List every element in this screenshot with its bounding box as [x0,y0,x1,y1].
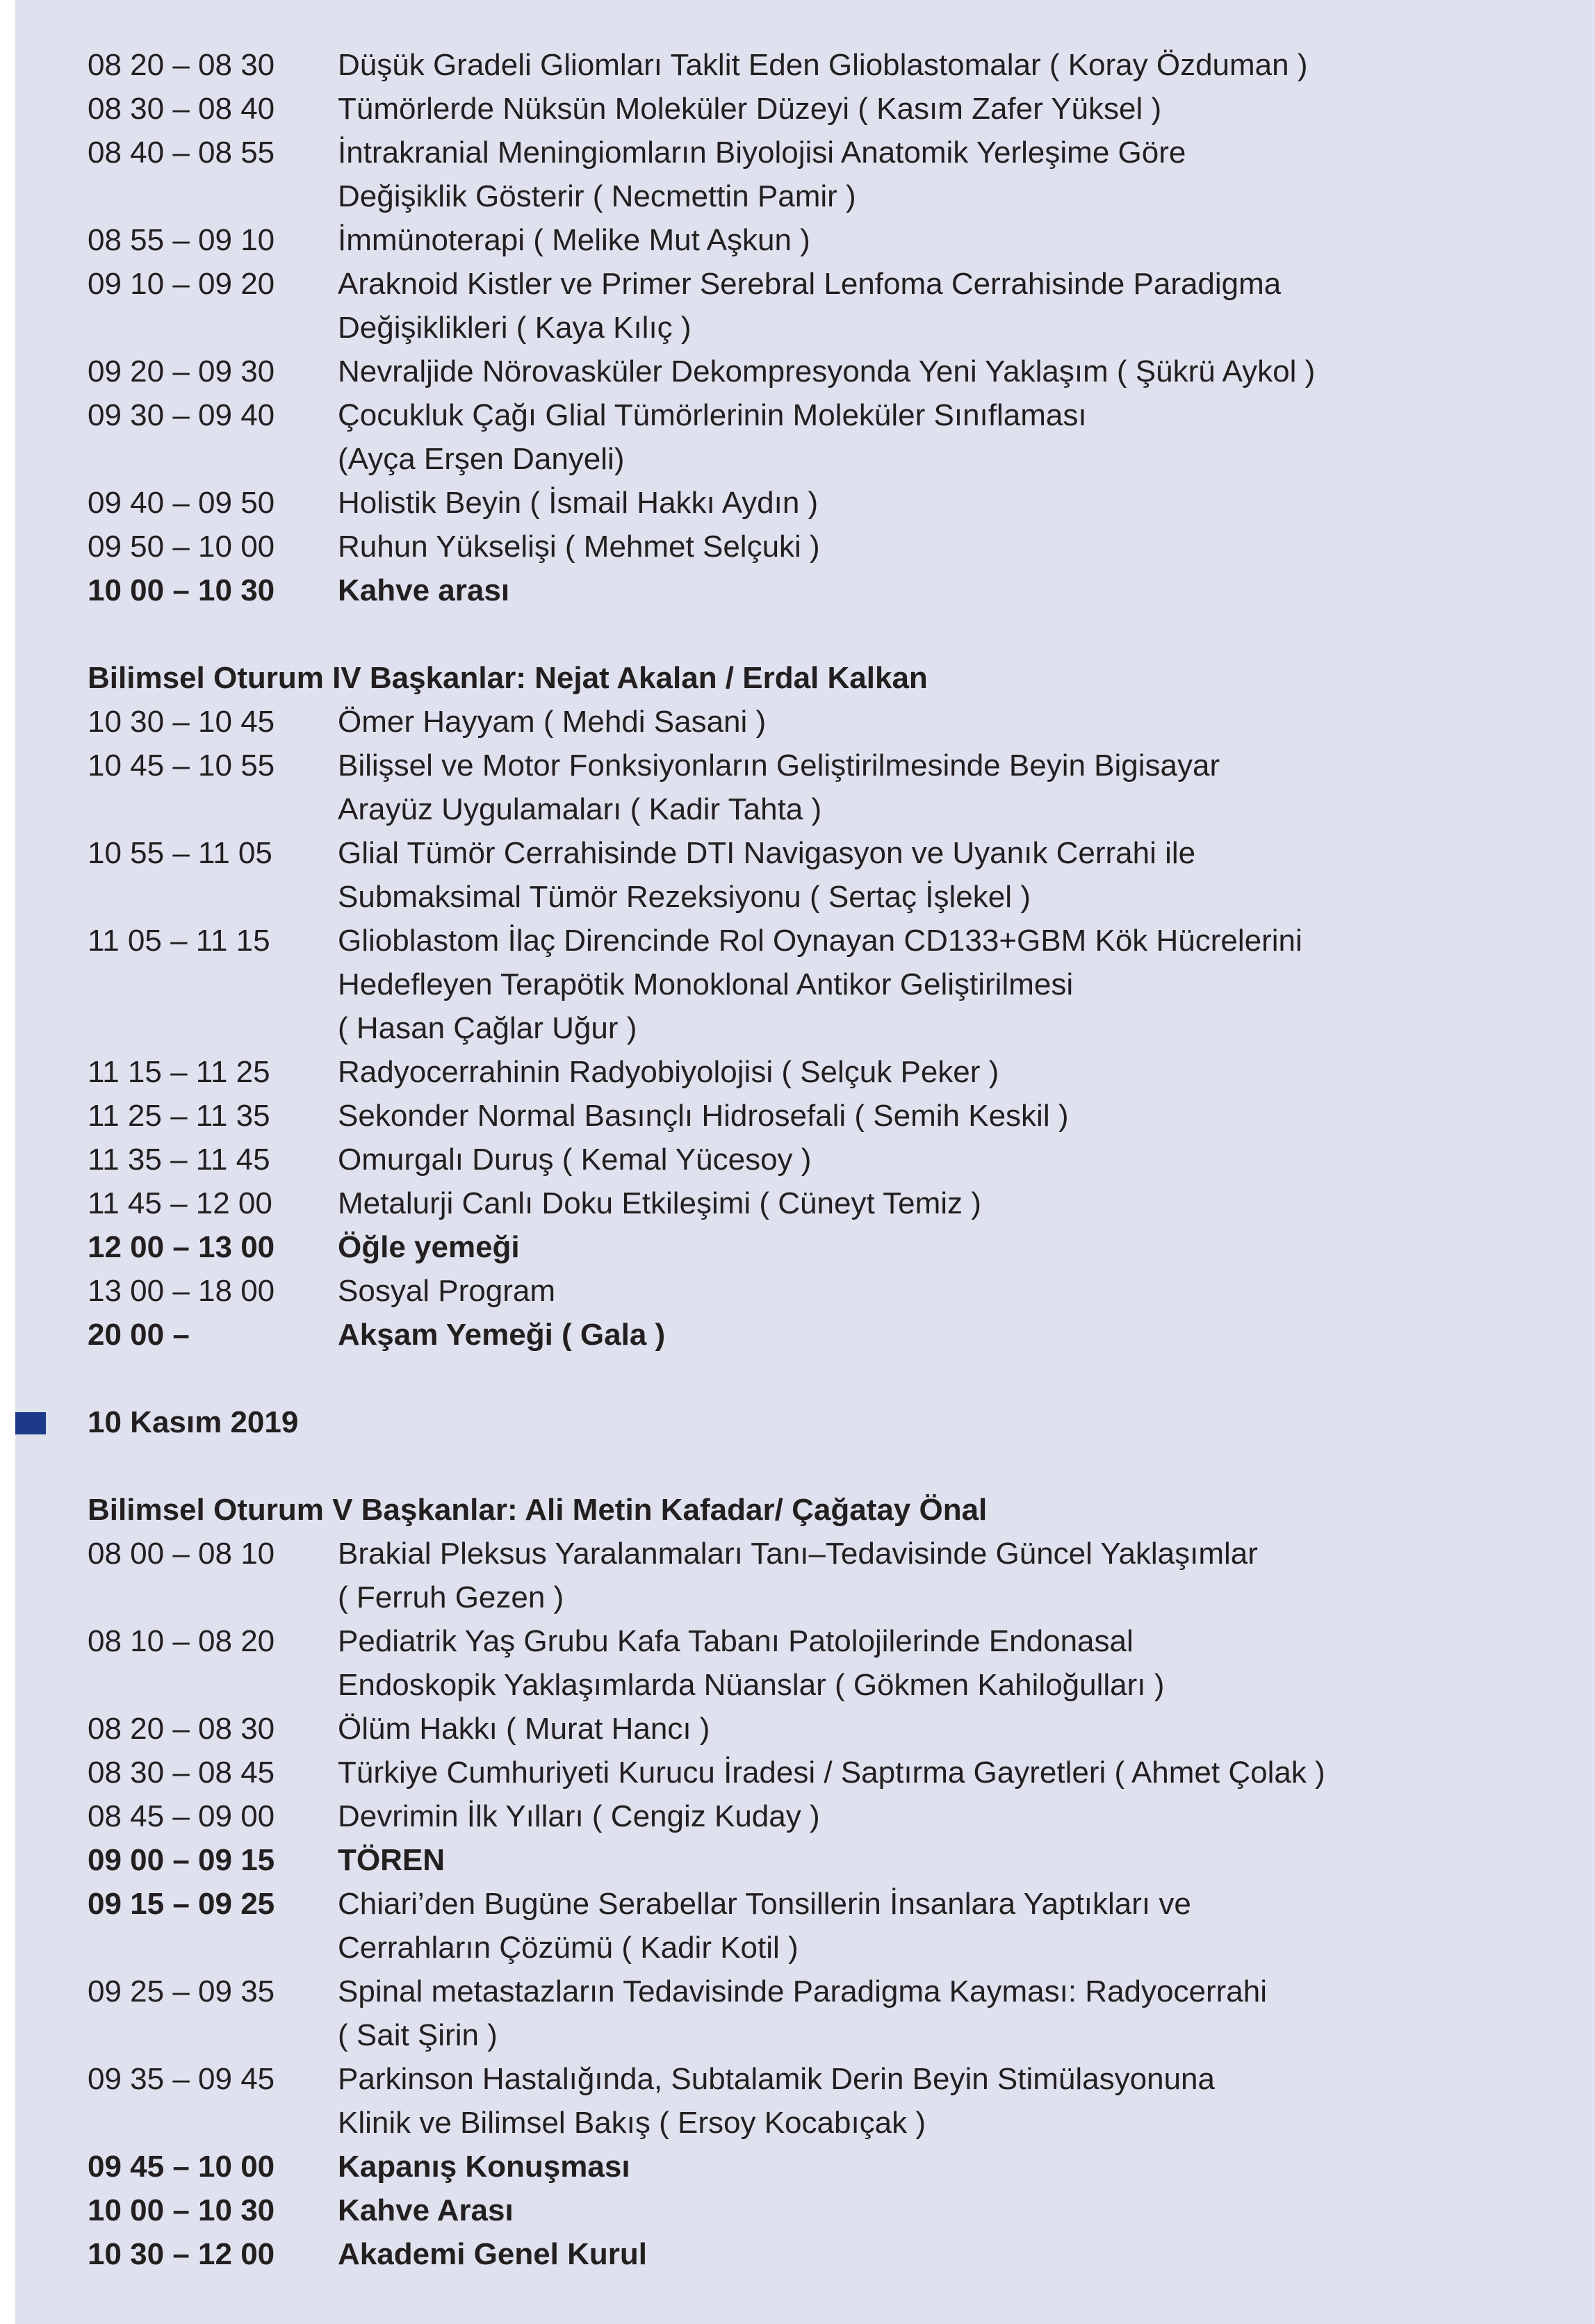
session-heading: Bilimsel Oturum V Başkanlar: Ali Metin Kafadar/ Çağatay Önal [88,1493,988,1527]
time-slot [88,1926,338,1970]
schedule-row [88,2013,1547,2057]
time-slot: 11 15 – 11 25 [88,1055,270,1089]
talk-title: Submaksimal Tümör Rezeksiyonu ( Sertaç İşlekel ) [338,880,1031,914]
talk-title: (Ayça Erşen Danyeli) [338,442,625,476]
time-slot: 08 40 – 08 55 [88,136,275,170]
time-slot: 08 20 – 08 30 [88,1712,275,1746]
schedule-row [88,1663,1547,1707]
day1-schedule [88,43,1547,612]
talk-title: Klinik ve Bilimsel Bakış ( Ersoy Kocabıçak ) [338,2106,926,2140]
schedule-row [88,787,1547,831]
time-slot: 08 00 – 08 10 [88,1537,275,1571]
program-content [88,43,1547,2276]
schedule-row [88,1970,1547,2013]
schedule-row [88,919,1547,963]
time-slot [88,2013,338,2057]
talk-title: Arayüz Uygulamaları ( Kadir Tahta ) [338,792,822,826]
talk-title: Değişiklikleri ( Kaya Kılıç ) [338,311,692,345]
schedule-row [88,1576,1547,1619]
time-slot: 08 30 – 08 40 [88,92,275,126]
program-page [15,0,1595,2324]
time-slot: 08 45 – 09 00 [88,1799,275,1833]
time-slot: 11 45 – 12 00 [88,1186,272,1220]
time-slot [88,306,338,350]
talk-title: Öğle yemeği [338,1230,520,1264]
talk-title: Düşük Gradeli Gliomları Taklit Eden Glioblastomalar ( Koray Özduman ) [338,48,1308,82]
talk-title: Ölüm Hakkı ( Murat Hancı ) [338,1712,710,1746]
time-slot: 09 50 – 10 00 [88,530,275,564]
talk-title: Glial Tümör Cerrahisinde DTI Navigasyon ve Uyanık Cerrahi ile [338,836,1196,870]
talk-title: Cerrahların Çözümü ( Kadir Kotil ) [338,1931,799,1965]
talk-title: Radyocerrahinin Radyobiyolojisi ( Selçuk Peker ) [338,1055,999,1089]
talk-title: Devrimin İlk Yılları ( Cengiz Kuday ) [338,1799,820,1833]
talk-title: Çocukluk Çağı Glial Tümörlerinin Moleküler Sınıflaması [338,398,1087,432]
talk-title: ( Ferruh Gezen ) [338,1580,564,1614]
talk-title: Nevraljide Nörovasküler Dekompresyonda Yeni Yaklaşım ( Şükrü Aykol ) [338,354,1316,388]
schedule-row [88,1926,1547,1970]
talk-title: ( Hasan Çağlar Uğur ) [338,1011,637,1045]
time-slot [88,1576,338,1619]
schedule-row [88,1619,1547,1663]
talk-title: Sekonder Normal Basınçlı Hidrosefali ( Semih Keskil ) [338,1099,1069,1133]
session4-schedule [88,700,1547,1357]
talk-title: Değişiklik Gösterir ( Necmettin Pamir ) [338,179,856,213]
spacer [88,612,1547,656]
time-slot: 09 15 – 09 25 [88,1887,275,1921]
schedule-row [88,744,1547,787]
schedule-row [88,1269,1547,1313]
talk-title: ( Sait Şirin ) [338,2018,498,2052]
time-slot: 09 40 – 09 50 [88,486,275,520]
schedule-row [88,174,1547,218]
schedule-row [88,1838,1547,1882]
talk-title: Parkinson Hastalığında, Subtalamik Derin Beyin Stimülasyonuna [338,2062,1215,2096]
talk-title: Omurgalı Duruş ( Kemal Yücesoy ) [338,1143,812,1177]
time-slot: 10 00 – 10 30 [88,2193,275,2227]
time-slot [88,2101,338,2145]
schedule-row [88,87,1547,131]
schedule-row [88,43,1547,87]
schedule-row [88,306,1547,350]
time-slot: 09 30 – 09 40 [88,398,275,432]
talk-title: Akşam Yemeği ( Gala ) [338,1318,666,1352]
time-slot: 09 00 – 09 15 [88,1843,275,1877]
talk-title: Araknoid Kistler ve Primer Serebral Lenfoma Cerrahisinde Paradigma [338,267,1282,301]
time-slot: 09 20 – 09 30 [88,354,275,388]
talk-title: Ömer Hayyam ( Mehdi Sasani ) [338,705,767,739]
schedule-row [88,1138,1547,1181]
talk-title: İntrakranial Meningiomların Biyolojisi Anatomik Yerleşime Göre [338,136,1186,170]
schedule-row [88,568,1547,612]
schedule-row [88,131,1547,174]
schedule-row [88,2057,1547,2101]
schedule-row [88,831,1547,875]
schedule-row [88,1050,1547,1094]
schedule-row [88,700,1547,744]
schedule-row [88,1181,1547,1225]
schedule-row [88,1882,1547,1926]
schedule-row [88,2188,1547,2232]
schedule-row [88,525,1547,568]
spacer [88,1444,1547,1488]
schedule-row [88,437,1547,481]
time-slot: 11 05 – 11 15 [88,924,270,958]
schedule-row [88,1532,1547,1576]
talk-title: Sosyal Program [338,1274,556,1308]
session5-schedule [88,1532,1547,2276]
time-slot: 11 35 – 11 45 [88,1143,270,1177]
time-slot: 09 10 – 09 20 [88,267,275,301]
time-slot: 11 25 – 11 35 [88,1099,270,1133]
talk-title: Ruhun Yükselişi ( Mehmet Selçuki ) [338,530,820,564]
talk-title: Kapanış Konuşması [338,2150,630,2184]
talk-title: Bilişsel ve Motor Fonksiyonların Geliştirilmesinde Beyin Bigisayar [338,748,1220,783]
time-slot: 09 25 – 09 35 [88,1974,275,2008]
schedule-row [88,481,1547,525]
schedule-row [88,963,1547,1006]
day-date: 10 Kasım 2019 [88,1405,299,1439]
schedule-row [88,875,1547,919]
schedule-row [88,2232,1547,2276]
schedule-row [88,2145,1547,2188]
day-marker [15,1412,46,1434]
talk-title: Glioblastom İlaç Direncinde Rol Oynayan CD133+GBM Kök Hücrelerini [338,924,1302,958]
talk-title: Holistik Beyin ( İsmail Hakkı Aydın ) [338,486,819,520]
time-slot: 08 30 – 08 45 [88,1756,275,1790]
time-slot: 08 55 – 09 10 [88,223,275,257]
talk-title: Pediatrik Yaş Grubu Kafa Tabanı Patolojilerinde Endonasal [338,1624,1134,1658]
time-slot: 10 30 – 10 45 [88,705,275,739]
time-slot [88,875,338,919]
schedule-row [88,1313,1547,1357]
talk-title: Brakial Pleksus Yaralanmaları Tanı–Tedavisinde Güncel Yaklaşımlar [338,1537,1258,1571]
time-slot [88,963,338,1006]
talk-title: Metalurji Canlı Doku Etkileşimi ( Cüneyt Temiz ) [338,1186,981,1220]
time-slot: 12 00 – 13 00 [88,1230,275,1264]
time-slot: 20 00 – [88,1318,190,1352]
time-slot: 08 10 – 08 20 [88,1624,275,1658]
talk-title: Akademi Genel Kurul [338,2237,648,2271]
schedule-row [88,1094,1547,1138]
time-slot: 10 55 – 11 05 [88,836,272,870]
schedule-row [88,2101,1547,2145]
talk-title: Endoskopik Yaklaşımlarda Nüanslar ( Gökmen Kahiloğulları ) [338,1668,1165,1702]
time-slot: 10 30 – 12 00 [88,2237,275,2271]
schedule-row [88,218,1547,262]
talk-title: Hedefleyen Terapötik Monoklonal Antikor Geliştirilmesi [338,967,1074,1001]
schedule-row [88,1794,1547,1838]
talk-title: Tümörlerde Nüksün Moleküler Düzeyi ( Kasım Zafer Yüksel ) [338,92,1162,126]
schedule-row [88,1225,1547,1269]
time-slot: 10 00 – 10 30 [88,573,275,607]
time-slot: 10 45 – 10 55 [88,748,275,783]
schedule-row [88,1707,1547,1751]
schedule-row [88,350,1547,393]
session-heading: Bilimsel Oturum IV Başkanlar: Nejat Akalan / Erdal Kalkan [88,661,928,695]
schedule-row [88,393,1547,437]
time-slot: 09 45 – 10 00 [88,2150,275,2184]
time-slot [88,787,338,831]
time-slot [88,1006,338,1050]
time-slot [88,437,338,481]
talk-title: Kahve arası [338,573,510,607]
talk-title: Kahve Arası [338,2193,514,2227]
time-slot [88,174,338,218]
talk-title: Spinal metastazların Tedavisinde Paradigma Kayması: Radyocerrahi [338,1974,1267,2008]
time-slot [88,1663,338,1707]
schedule-row [88,1006,1547,1050]
talk-title: Türkiye Cumhuriyeti Kurucu İradesi / Saptırma Gayretleri ( Ahmet Çolak ) [338,1756,1325,1790]
spacer [88,1357,1547,1400]
talk-title: TÖREN [338,1843,445,1877]
schedule-row [88,262,1547,306]
talk-title: İmmünoterapi ( Melike Mut Aşkun ) [338,223,810,257]
time-slot: 09 35 – 09 45 [88,2062,275,2096]
talk-title: Chiari’den Bugüne Serabellar Tonsillerin İnsanlara Yaptıkları ve [338,1887,1191,1921]
time-slot: 08 20 – 08 30 [88,48,275,82]
time-slot: 13 00 – 18 00 [88,1274,275,1308]
schedule-row [88,1751,1547,1794]
